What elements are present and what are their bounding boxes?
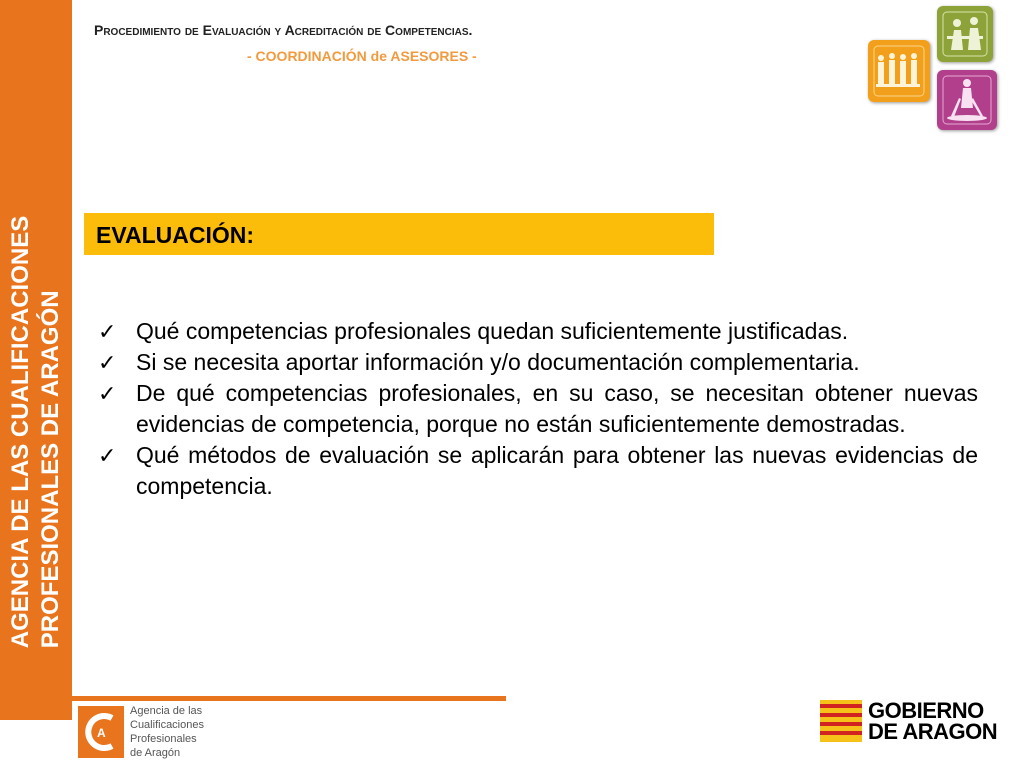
section-title: EVALUACIÓN:	[96, 222, 255, 248]
government-logo-text	[868, 700, 997, 742]
bullet-list	[96, 316, 978, 502]
surveyor-icon	[937, 70, 997, 130]
bottom-divider	[72, 696, 506, 701]
list-item-text: De qué competencias profesionales, en su caso, se necesitan obtener nuevas evidencias de competencia, porque no están suficientemente demostradas.	[136, 380, 978, 437]
sidebar-text	[0, 0, 72, 768]
sidebar-accent-mark	[14, 694, 20, 716]
checkmark-icon: ✓	[98, 350, 117, 375]
agency-logo-text	[130, 704, 204, 760]
agency-logo-line4: de Aragón	[130, 747, 181, 759]
page-subtitle: - COORDINACIÓN de ASESORES -	[247, 48, 477, 64]
svg-text:A: A	[97, 726, 106, 740]
list-item-text: Qué métodos de evaluación se aplicarán para obtener las nuevas evidencias de competencia.	[136, 442, 978, 499]
page-title: Procedimiento de Evaluación y Acreditación de Competencias.	[94, 22, 473, 38]
agency-logo	[78, 706, 124, 758]
agency-logo-line3: Profesionales	[130, 733, 197, 745]
list-item	[96, 347, 978, 378]
agency-title-line1: AGENCIA DE LAS CUALIFICACIONES	[7, 215, 34, 649]
agency-vertical-title	[6, 216, 66, 648]
agency-logo-line2: Cualificaciones	[130, 719, 204, 731]
list-item-text: Qué competencias profesionales quedan suficientemente justificadas.	[136, 318, 849, 344]
agency-logo-line1: Agencia de las	[130, 705, 203, 717]
government-logo-line1: GOBIERNO	[868, 698, 984, 723]
list-item	[96, 378, 978, 440]
checkmark-icon: ✓	[98, 381, 117, 406]
list-item	[96, 440, 978, 502]
group-icon	[868, 40, 930, 102]
aragon-flag-icon	[820, 700, 862, 747]
agency-title-line2: PROFESIONALES DE ARAGÓN	[37, 290, 64, 649]
checkmark-icon: ✓	[98, 319, 117, 344]
checkmark-icon: ✓	[98, 443, 117, 468]
list-item	[96, 316, 978, 347]
list-item-text: Si se necesita aportar información y/o documentación complementaria.	[136, 349, 860, 375]
workers-icon	[937, 6, 993, 62]
government-logo-line2: DE ARAGON	[868, 719, 998, 744]
